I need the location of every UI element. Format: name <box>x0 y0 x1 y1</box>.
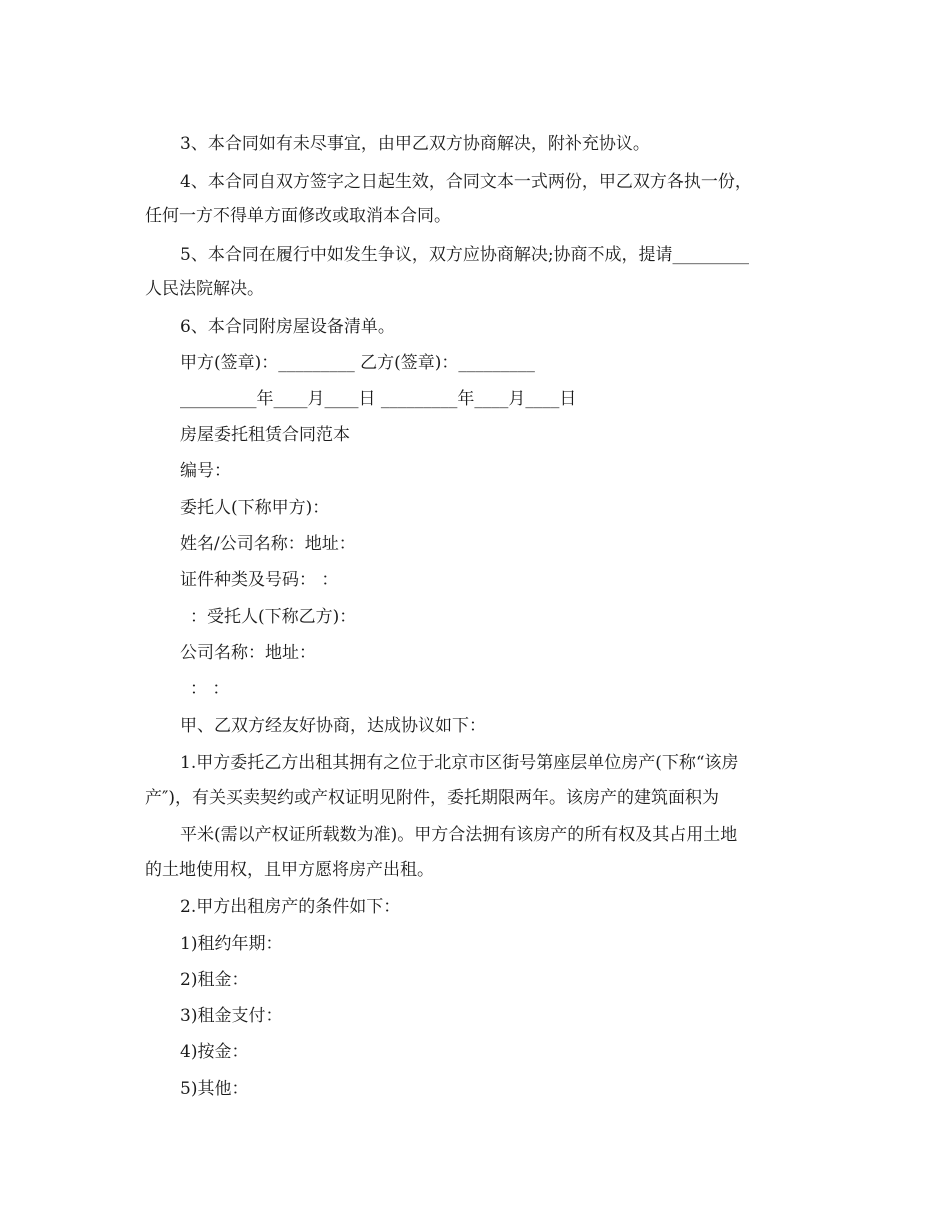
condition-3: 3)租金支付： <box>180 1006 283 1026</box>
agent-label: ：受托人(下称乙方)： <box>190 607 357 627</box>
item-3: 3、本合同如有未尽事宜，由甲乙双方协商解决，附补充协议。 <box>180 134 650 154</box>
condition-2: 2)租金： <box>180 970 249 990</box>
number-label: 编号： <box>180 461 231 481</box>
company-address: 公司名称：地址： <box>180 643 316 663</box>
clause-2: 2.甲方出租房产的条件如下： <box>180 897 401 917</box>
condition-5: 5)其他： <box>180 1079 249 1099</box>
agreement-intro: 甲、乙双方经友好协商，达成协议如下： <box>180 716 486 736</box>
date-line: _________年____月____日 _________年____月____日 <box>180 389 577 409</box>
item-5-line-1: 5、本合同在履行中如发生争议，双方应协商解决;协商不成，提请_________ <box>180 245 750 265</box>
condition-4: 4)按金： <box>180 1042 249 1062</box>
clause-1-line-2: 产″)，有关买卖契约或产权证明见附件，委托期限两年。该房产的建筑面积为 <box>145 788 719 808</box>
item-5-line-2: 人民法院解决。 <box>145 279 264 299</box>
item-6: 6、本合同附房屋设备清单。 <box>180 317 395 337</box>
item-4-line-1: 4、本合同自双方签字之日起生效，合同文本一式两份，甲乙双方各执一份， <box>180 172 752 192</box>
id-type: 证件种类及号码： ： <box>180 570 339 590</box>
principal-label: 委托人(下称甲方)： <box>180 498 330 518</box>
contract-title: 房屋委托租赁合同范本 <box>180 425 350 445</box>
signature-line: 甲方(签章)：_________ 乙方(签章)：_________ <box>180 353 535 373</box>
clause-1-line-3: 平米(需以产权证所载数为准)。甲方合法拥有该房产的所有权及其占用土地 <box>180 825 738 845</box>
colons-line: ： ： <box>190 679 230 699</box>
clause-1-line-4: 的土地使用权，且甲方愿将房产出租。 <box>145 860 434 880</box>
condition-1: 1)租约年期： <box>180 934 283 954</box>
clause-1-line-1: 1.甲方委托乙方出租其拥有之位于北京市区街号第座层单位房产(下称“该房 <box>180 753 739 773</box>
item-4-line-2: 任何一方不得单方面修改或取消本合同。 <box>145 206 451 226</box>
name-address: 姓名/公司名称：地址： <box>180 534 356 554</box>
